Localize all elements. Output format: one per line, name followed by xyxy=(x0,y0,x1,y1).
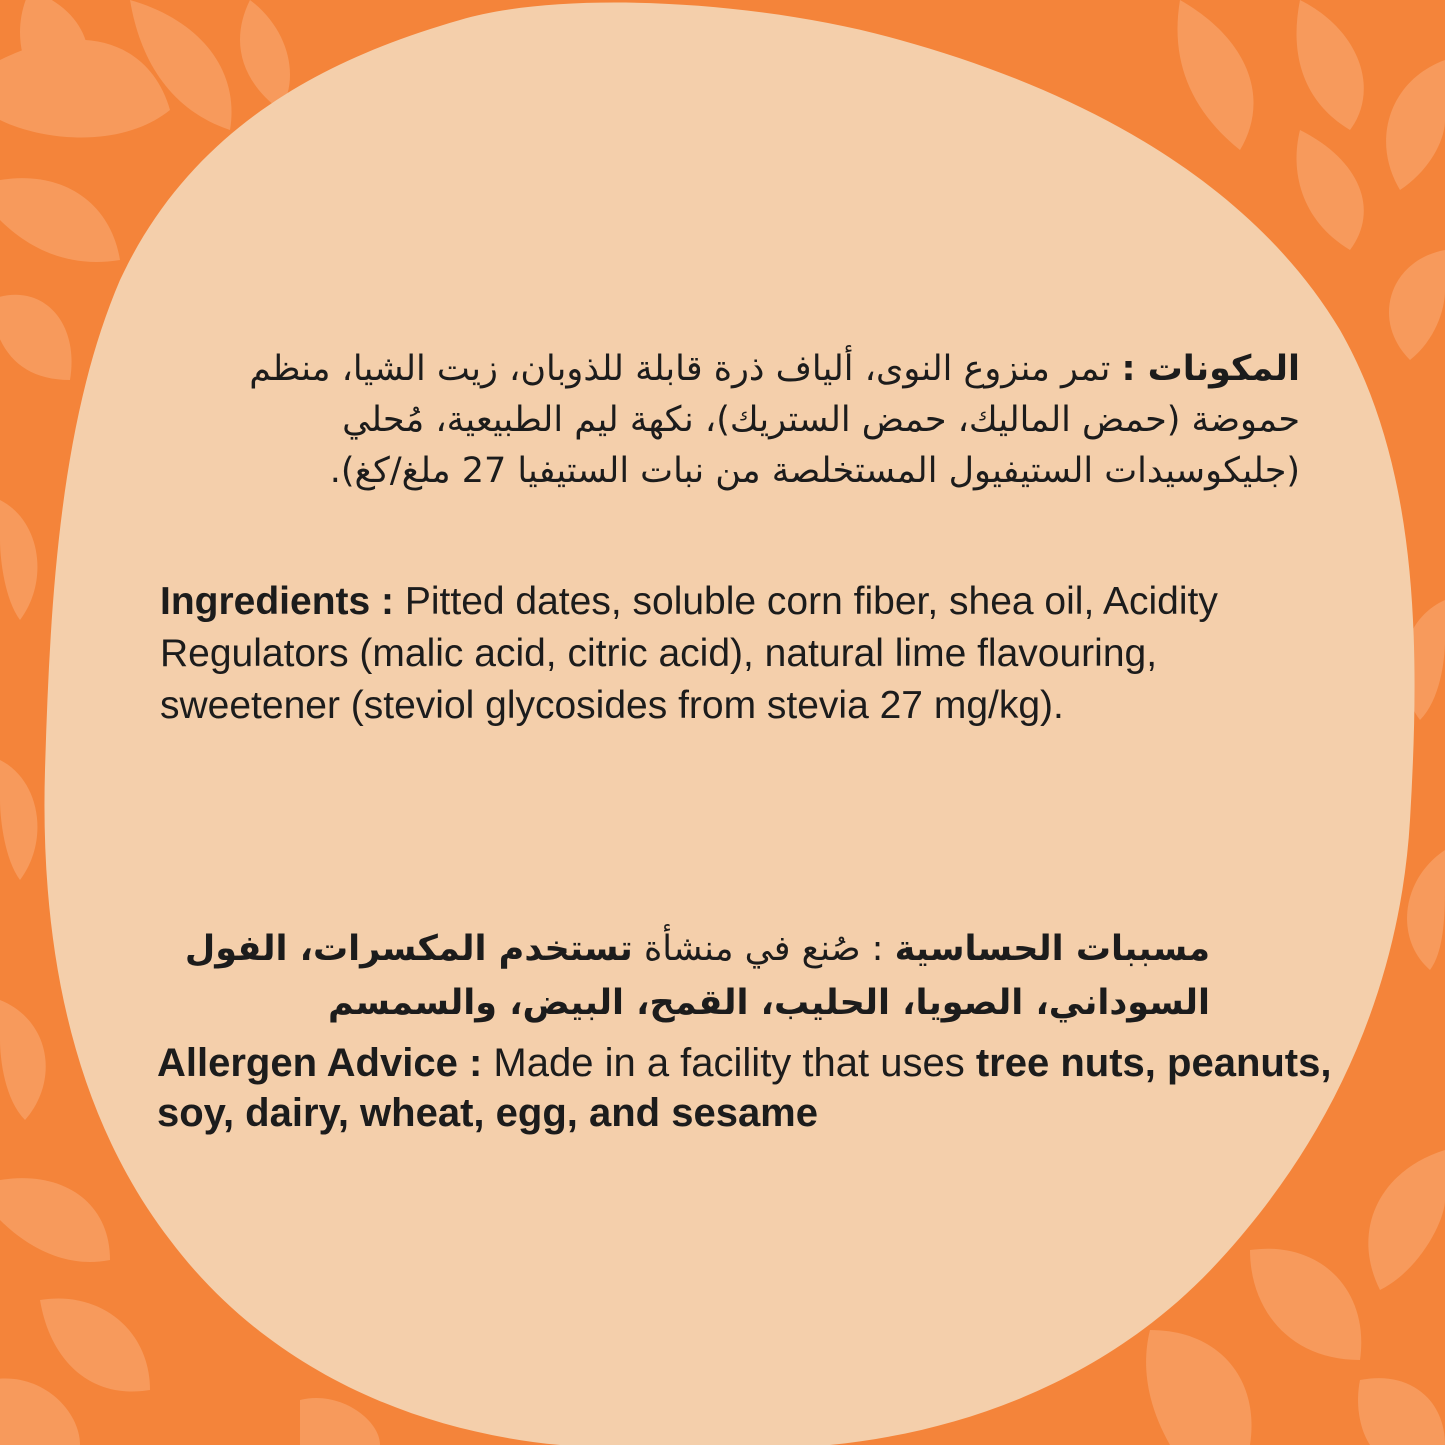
allergen-arabic-middle: : صُنع في منشأة xyxy=(632,929,895,969)
allergen-arabic-label: مسببات الحساسية xyxy=(894,929,1210,969)
ingredients-arabic xyxy=(150,344,1300,497)
allergen-arabic-list: تستخدم المكسرات، الفول السوداني، الصويا، الحليب، القمح، البيض، والسمسم xyxy=(184,929,1210,1023)
ingredients-english-text: Pitted dates, soluble corn fiber, shea oil, Acidity Regulators (malic acid, citric acid), natural lime flavouring, sweetener (steviol glycosides from stevia 27 mg/kg). xyxy=(160,580,1218,727)
ingredients-arabic-text: تمر منزوع النوى، ألياف ذرة قابلة للذوبان، زيت الشيا، منظم حموضة (حمض الماليك، حمض الستريك)، نكهة ليم الطبيعية، مُحلي (جليكوسيدات الستيفيول المستخلصة من نبات الستيفيا 27 ملغ/كغ). xyxy=(249,349,1300,491)
allergen-arabic xyxy=(150,922,1210,1030)
allergen-english xyxy=(157,1038,1357,1138)
allergen-english-label: Allergen Advice : xyxy=(157,1041,483,1085)
allergen-english-list: tree nuts, peanuts, soy, dairy, wheat, egg, and sesame xyxy=(157,1041,1332,1135)
ingredients-english xyxy=(160,576,1320,732)
ingredients-arabic-label: المكونات : xyxy=(1121,349,1300,389)
allergen-english-middle: Made in a facility that uses xyxy=(482,1041,976,1085)
ingredients-english-label: Ingredients : xyxy=(160,580,395,623)
